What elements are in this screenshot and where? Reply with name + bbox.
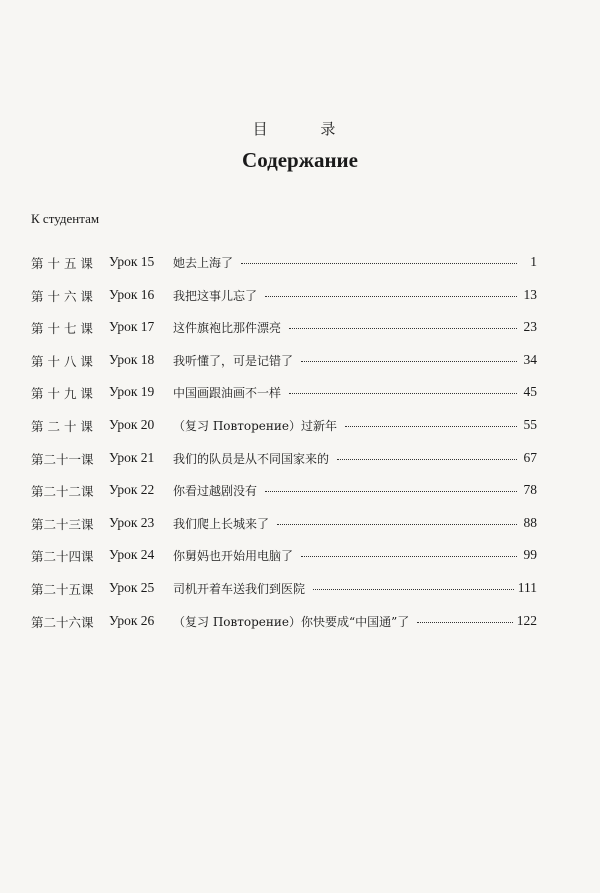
dot-leader bbox=[265, 482, 517, 492]
lesson-number-chinese: 第 十 五 课 bbox=[31, 256, 93, 271]
page-number: 23 bbox=[523, 319, 537, 335]
lesson-topic: 我听懂了，可是记错了 bbox=[173, 353, 294, 368]
lesson-topic: 我把这事儿忘了 bbox=[173, 288, 258, 303]
lesson-number-chinese: 第 十 六 课 bbox=[31, 288, 93, 304]
dot-leader bbox=[241, 254, 517, 264]
dot-leader bbox=[337, 450, 517, 460]
lesson-number-russian: Урок 23 bbox=[109, 514, 155, 530]
dot-leader bbox=[301, 547, 517, 557]
toc-row-lesson-26[interactable] bbox=[31, 613, 537, 646]
lesson-number-chinese: 第二十四课 bbox=[31, 549, 94, 565]
toc-row-lesson-24[interactable] bbox=[31, 547, 537, 580]
toc-row-lesson-22[interactable] bbox=[31, 482, 537, 515]
lesson-number-chinese: 第二十六课 bbox=[31, 614, 94, 630]
lesson-topic: 你舅妈也开始用电脑了 bbox=[173, 549, 294, 564]
lesson-topic: 你看过越剧没有 bbox=[173, 484, 258, 499]
page-number: 1 bbox=[530, 254, 537, 269]
lesson-number-chinese: 第二十一课 bbox=[31, 451, 94, 467]
lesson-topic: 我们爬上长城来了 bbox=[173, 516, 270, 531]
dot-leader bbox=[265, 287, 517, 297]
toc-row-lesson-17[interactable] bbox=[31, 319, 537, 352]
page-number: 34 bbox=[523, 351, 537, 367]
lesson-topic: （复习 Повторение）过新年 bbox=[173, 418, 338, 433]
page-number: 111 bbox=[517, 579, 537, 595]
lesson-number-russian: Урок 22 bbox=[109, 482, 155, 498]
lesson-number-russian: Урок 15 bbox=[109, 254, 155, 269]
lesson-number-chinese: 第 二 十 课 bbox=[31, 418, 93, 434]
toc-row-lesson-20[interactable] bbox=[31, 417, 537, 450]
lesson-number-chinese: 第 十 七 课 bbox=[31, 321, 93, 337]
toc-row-lesson-18[interactable] bbox=[31, 352, 537, 385]
toc-row-lesson-19[interactable] bbox=[31, 384, 537, 417]
dot-leader bbox=[277, 515, 517, 525]
contents-title-russian: Содержание bbox=[242, 148, 358, 172]
lesson-number-russian: Урок 25 bbox=[109, 579, 155, 595]
page-number: 45 bbox=[523, 384, 537, 400]
lesson-number-chinese: 第二十五课 bbox=[31, 581, 94, 597]
dot-leader bbox=[345, 417, 517, 427]
lesson-topic: 我们的队员是从不同国家来的 bbox=[173, 451, 330, 466]
page-number: 88 bbox=[523, 514, 537, 530]
page-number: 55 bbox=[523, 416, 537, 432]
page-number: 13 bbox=[523, 286, 537, 302]
page-number: 122 bbox=[516, 612, 537, 628]
lesson-number-chinese: 第二十二课 bbox=[31, 484, 94, 500]
toc-row-lesson-25[interactable] bbox=[31, 580, 537, 613]
lesson-topic: 中国画跟油画不一样 bbox=[173, 386, 282, 401]
lesson-number-russian: Урок 17 bbox=[109, 319, 155, 335]
lesson-topic: 司机开着车送我们到医院 bbox=[173, 581, 306, 596]
lesson-number-russian: Урок 16 bbox=[109, 286, 155, 302]
lesson-number-chinese: 第二十三课 bbox=[31, 516, 94, 532]
lesson-topic: 她去上海了 bbox=[173, 256, 234, 270]
page-number: 99 bbox=[523, 547, 537, 563]
lesson-topic: （复习 Повторение）你快要成“中国通”了 bbox=[173, 614, 410, 629]
lesson-number-russian: Урок 24 bbox=[109, 547, 155, 563]
toc-row-lesson-21[interactable] bbox=[31, 450, 537, 483]
to-students-entry[interactable]: К студентам bbox=[31, 211, 100, 226]
lesson-number-chinese: 第 十 八 课 bbox=[31, 353, 93, 369]
dot-leader bbox=[313, 580, 514, 590]
lesson-number-russian: Урок 20 bbox=[109, 416, 155, 432]
dot-leader bbox=[289, 319, 517, 329]
toc-row-lesson-23[interactable] bbox=[31, 515, 537, 548]
lesson-number-russian: Урок 26 bbox=[109, 612, 155, 628]
page-number: 78 bbox=[523, 482, 537, 498]
dot-leader bbox=[417, 613, 512, 623]
table-of-contents bbox=[31, 254, 537, 645]
lesson-number-russian: Урок 21 bbox=[109, 449, 155, 465]
toc-row-lesson-15[interactable] bbox=[31, 254, 537, 287]
toc-row-lesson-16[interactable] bbox=[31, 287, 537, 320]
lesson-number-chinese: 第 十 九 课 bbox=[31, 386, 93, 402]
lesson-topic: 这件旗袍比那件漂亮 bbox=[173, 321, 282, 336]
dot-leader bbox=[289, 384, 517, 394]
lesson-number-russian: Урок 19 bbox=[109, 384, 155, 400]
dot-leader bbox=[301, 352, 517, 362]
lesson-number-russian: Урок 18 bbox=[109, 351, 155, 367]
contents-title-chinese: 目 录 bbox=[252, 120, 360, 138]
page-number: 67 bbox=[523, 449, 537, 465]
